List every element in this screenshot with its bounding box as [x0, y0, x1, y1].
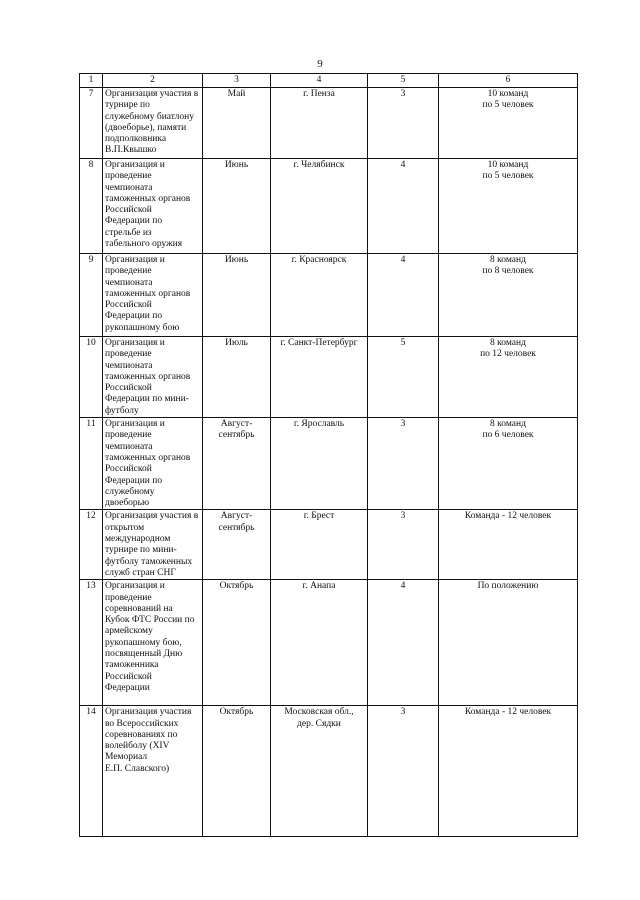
- event-place: г. Анапа: [271, 580, 368, 706]
- team-composition: 8 команд по 8 человек: [439, 254, 578, 337]
- row-number: 9: [80, 254, 103, 337]
- participant-count: 3: [368, 510, 439, 580]
- event-date: Август- сентябрь: [203, 418, 271, 510]
- header-row: [80, 74, 578, 88]
- team-composition: Команда - 12 человек: [439, 706, 578, 837]
- event-place: г. Ярославль: [271, 418, 368, 510]
- event-place: г. Челябинск: [271, 159, 368, 254]
- event-place: Московская обл., дер. Сядки: [271, 706, 368, 837]
- header-col-4: 4: [271, 74, 368, 88]
- row-number: 8: [80, 159, 103, 254]
- team-composition: 10 команд по 5 человек: [439, 159, 578, 254]
- event-name: Организация и проведение чемпионата таможенных органов Российской Федерации по стрельбе из табельного оружия: [103, 159, 203, 254]
- event-name: Организация и проведение чемпионата таможенных органов Российской Федерации по мини- футболу: [103, 337, 203, 418]
- table-row: [80, 88, 578, 159]
- event-name: Организация и проведение чемпионата таможенных органов Российской Федерации по рукопашному бою: [103, 254, 203, 337]
- event-date: Октябрь: [203, 706, 271, 837]
- row-number: 13: [80, 580, 103, 706]
- event-name: Организация участия в турнире по служебному биатлону (двоеборье), памяти подполковника В.П.Квышко: [103, 88, 203, 159]
- table-row: [80, 254, 578, 337]
- participant-count: 3: [368, 418, 439, 510]
- participant-count: 4: [368, 254, 439, 337]
- event-name: Организация и проведение чемпионата таможенных органов Российской Федерации по служебному двоеборью: [103, 418, 203, 510]
- team-composition: 8 команд по 6 человек: [439, 418, 578, 510]
- team-composition: По положению: [439, 580, 578, 706]
- row-number: 14: [80, 706, 103, 837]
- table-row: [80, 510, 578, 580]
- header-col-5: 5: [368, 74, 439, 88]
- row-number: 12: [80, 510, 103, 580]
- participant-count: 3: [368, 88, 439, 159]
- row-number: 7: [80, 88, 103, 159]
- event-date: Май: [203, 88, 271, 159]
- participant-count: 3: [368, 706, 439, 837]
- header-col-1: 1: [80, 74, 103, 88]
- events-table: [79, 73, 578, 837]
- event-date: Июнь: [203, 254, 271, 337]
- event-date: Август- сентябрь: [203, 510, 271, 580]
- event-place: г. Брест: [271, 510, 368, 580]
- row-number: 10: [80, 337, 103, 418]
- table-row: [80, 159, 578, 254]
- team-composition: 8 команд по 12 человек: [439, 337, 578, 418]
- team-composition: Команда - 12 человек: [439, 510, 578, 580]
- table-row: [80, 706, 578, 837]
- event-name: Организация и проведение соревнований на Кубок ФТС России по армейскому рукопашному бою, посвященный Дню таможенника Российской Федерации: [103, 580, 203, 706]
- event-place: г. Санкт-Петербург: [271, 337, 368, 418]
- row-number: 11: [80, 418, 103, 510]
- header-col-2: 2: [103, 74, 203, 88]
- event-date: Июль: [203, 337, 271, 418]
- event-place: г. Красноярск: [271, 254, 368, 337]
- event-place: г. Пенза: [271, 88, 368, 159]
- table-row: [80, 580, 578, 706]
- participant-count: 4: [368, 159, 439, 254]
- participant-count: 4: [368, 580, 439, 706]
- header-col-3: 3: [203, 74, 271, 88]
- participant-count: 5: [368, 337, 439, 418]
- event-date: Октябрь: [203, 580, 271, 706]
- event-date: Июнь: [203, 159, 271, 254]
- table-row: [80, 418, 578, 510]
- team-composition: 10 команд по 5 человек: [439, 88, 578, 159]
- table-row: [80, 337, 578, 418]
- header-col-6: 6: [439, 74, 578, 88]
- event-name: Организация участия во Всероссийских соревнованиях по волейболу (XIV Мемориал Е.П. Славского): [103, 706, 203, 837]
- page-number: 9: [317, 58, 323, 70]
- event-name: Организация участия в открытом международном турнире по мини- футболу таможенных служб стран СНГ: [103, 510, 203, 580]
